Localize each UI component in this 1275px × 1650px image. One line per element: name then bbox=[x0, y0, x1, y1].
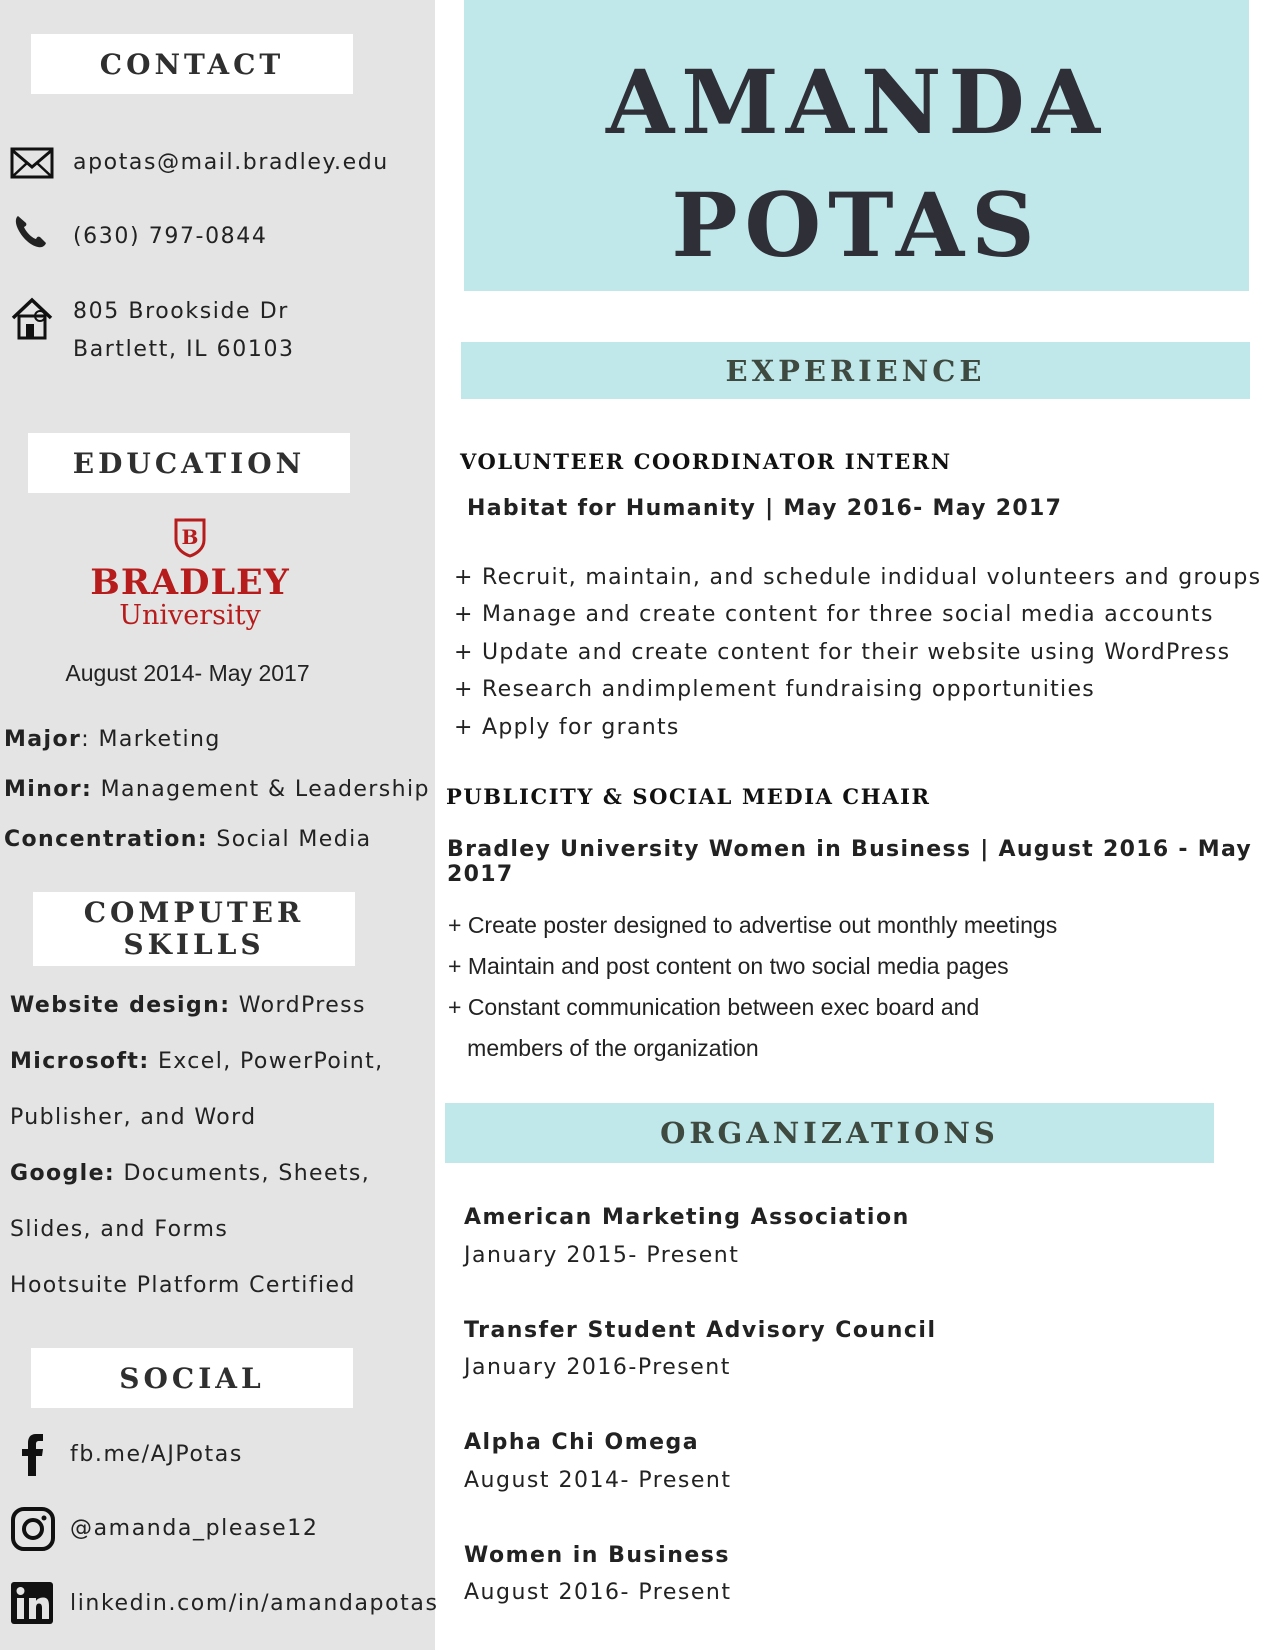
education-dates: August 2014- May 2017 bbox=[65, 660, 310, 686]
contact-address-line2: Bartlett, IL 60103 bbox=[73, 337, 295, 362]
skill-microsoft bbox=[10, 1049, 384, 1074]
first-name: AMANDA bbox=[606, 50, 1107, 154]
university-logo-text: University bbox=[119, 600, 261, 631]
minor-label: Minor: bbox=[4, 777, 93, 802]
org-3-date: August 2014- Present bbox=[464, 1468, 732, 1493]
org-4-date: August 2016- Present bbox=[464, 1580, 732, 1605]
job1-org: Habitat for Humanity | May 2016- May 2017 bbox=[467, 496, 1063, 521]
job2-title: PUBLICITY & SOCIAL MEDIA CHAIR bbox=[446, 784, 931, 809]
sidebar bbox=[0, 0, 439, 1650]
social-heading: SOCIAL bbox=[31, 1348, 353, 1408]
job1-bullet-3: + Update and create content for their website using WordPress bbox=[454, 640, 1231, 665]
facebook-icon bbox=[10, 1432, 56, 1478]
education-concentration bbox=[4, 827, 372, 852]
org-3-name: Alpha Chi Omega bbox=[464, 1430, 700, 1455]
skill-google-value: Documents, Sheets, bbox=[115, 1161, 371, 1186]
bradley-university-logo bbox=[80, 516, 300, 636]
last-name: POTAS bbox=[671, 173, 1042, 277]
minor-value: Management & Leadership bbox=[92, 777, 430, 802]
computer-skills-heading bbox=[33, 892, 355, 966]
skill-google-cont: Slides, and Forms bbox=[10, 1217, 229, 1242]
education-major bbox=[4, 727, 221, 752]
bradley-shield-icon bbox=[172, 516, 208, 558]
org-2-date: January 2016-Present bbox=[464, 1355, 731, 1380]
skill-website-value: WordPress bbox=[230, 993, 366, 1018]
job2-org: Bradley University Women in Business | August 2016 - May 2017 bbox=[447, 837, 1253, 887]
contact-heading: CONTACT bbox=[31, 34, 353, 94]
concentration-value: Social Media bbox=[208, 827, 372, 852]
org-4-name: Women in Business bbox=[464, 1543, 730, 1568]
org-1-date: January 2015- Present bbox=[464, 1243, 740, 1268]
contact-phone[interactable]: (630) 797-0844 bbox=[73, 224, 268, 249]
skill-website bbox=[10, 993, 366, 1018]
bradley-logo-text: BRADLEY bbox=[90, 562, 290, 603]
social-linkedin[interactable]: linkedin.com/in/amandapotas bbox=[70, 1591, 439, 1616]
instagram-icon bbox=[10, 1506, 56, 1552]
job2-bullet-1: + Create poster designed to advertise out monthly meetings bbox=[448, 912, 1058, 938]
experience-heading: EXPERIENCE bbox=[461, 342, 1250, 399]
skill-microsoft-label: Microsoft: bbox=[10, 1049, 150, 1074]
job2-bullet-4: members of the organization bbox=[448, 1035, 759, 1061]
skill-google bbox=[10, 1161, 370, 1186]
contact-address-line1: 805 Brookside Dr bbox=[73, 299, 289, 324]
major-label: Major bbox=[4, 727, 82, 752]
skill-hootsuite: Hootsuite Platform Certified bbox=[10, 1273, 356, 1298]
concentration-label: Concentration: bbox=[4, 827, 208, 852]
organizations-heading: ORGANIZATIONS bbox=[445, 1103, 1214, 1163]
contact-email[interactable]: apotas@mail.bradley.edu bbox=[73, 150, 389, 175]
job2-bullet-3: + Constant communication between exec board and bbox=[448, 994, 980, 1020]
job1-bullet-2: + Manage and create content for three social media accounts bbox=[454, 602, 1214, 627]
phone-icon bbox=[10, 212, 56, 252]
svg-text:B: B bbox=[181, 525, 199, 549]
linkedin-icon bbox=[10, 1581, 56, 1627]
education-minor bbox=[4, 777, 430, 802]
job1-bullet-1: + Recruit, maintain, and schedule indidual volunteers and groups bbox=[454, 565, 1262, 590]
name-banner bbox=[464, 0, 1249, 291]
social-instagram[interactable]: @amanda_please12 bbox=[70, 1516, 319, 1541]
envelope-icon bbox=[10, 145, 56, 185]
job2-bullet-2: + Maintain and post content on two social media pages bbox=[448, 953, 1009, 979]
education-heading: EDUCATION bbox=[28, 433, 350, 493]
org-1-name: American Marketing Association bbox=[464, 1205, 910, 1230]
skill-website-label: Website design: bbox=[10, 993, 231, 1018]
social-facebook[interactable]: fb.me/AJPotas bbox=[70, 1442, 243, 1467]
job1-bullet-4: + Research andimplement fundraising opportunities bbox=[454, 677, 1096, 702]
skill-google-label: Google: bbox=[10, 1161, 116, 1186]
skill-microsoft-cont: Publisher, and Word bbox=[10, 1105, 257, 1130]
job1-title: VOLUNTEER COORDINATOR INTERN bbox=[460, 449, 952, 474]
org-2-name: Transfer Student Advisory Council bbox=[464, 1318, 937, 1343]
major-value: : Marketing bbox=[81, 727, 221, 752]
computer-skills-heading-line2: SKILLS bbox=[123, 928, 265, 961]
skill-microsoft-value: Excel, PowerPoint, bbox=[149, 1049, 384, 1074]
house-icon bbox=[10, 296, 56, 336]
computer-skills-heading-line1: COMPUTER bbox=[83, 896, 305, 929]
job1-bullet-5: + Apply for grants bbox=[454, 715, 680, 740]
